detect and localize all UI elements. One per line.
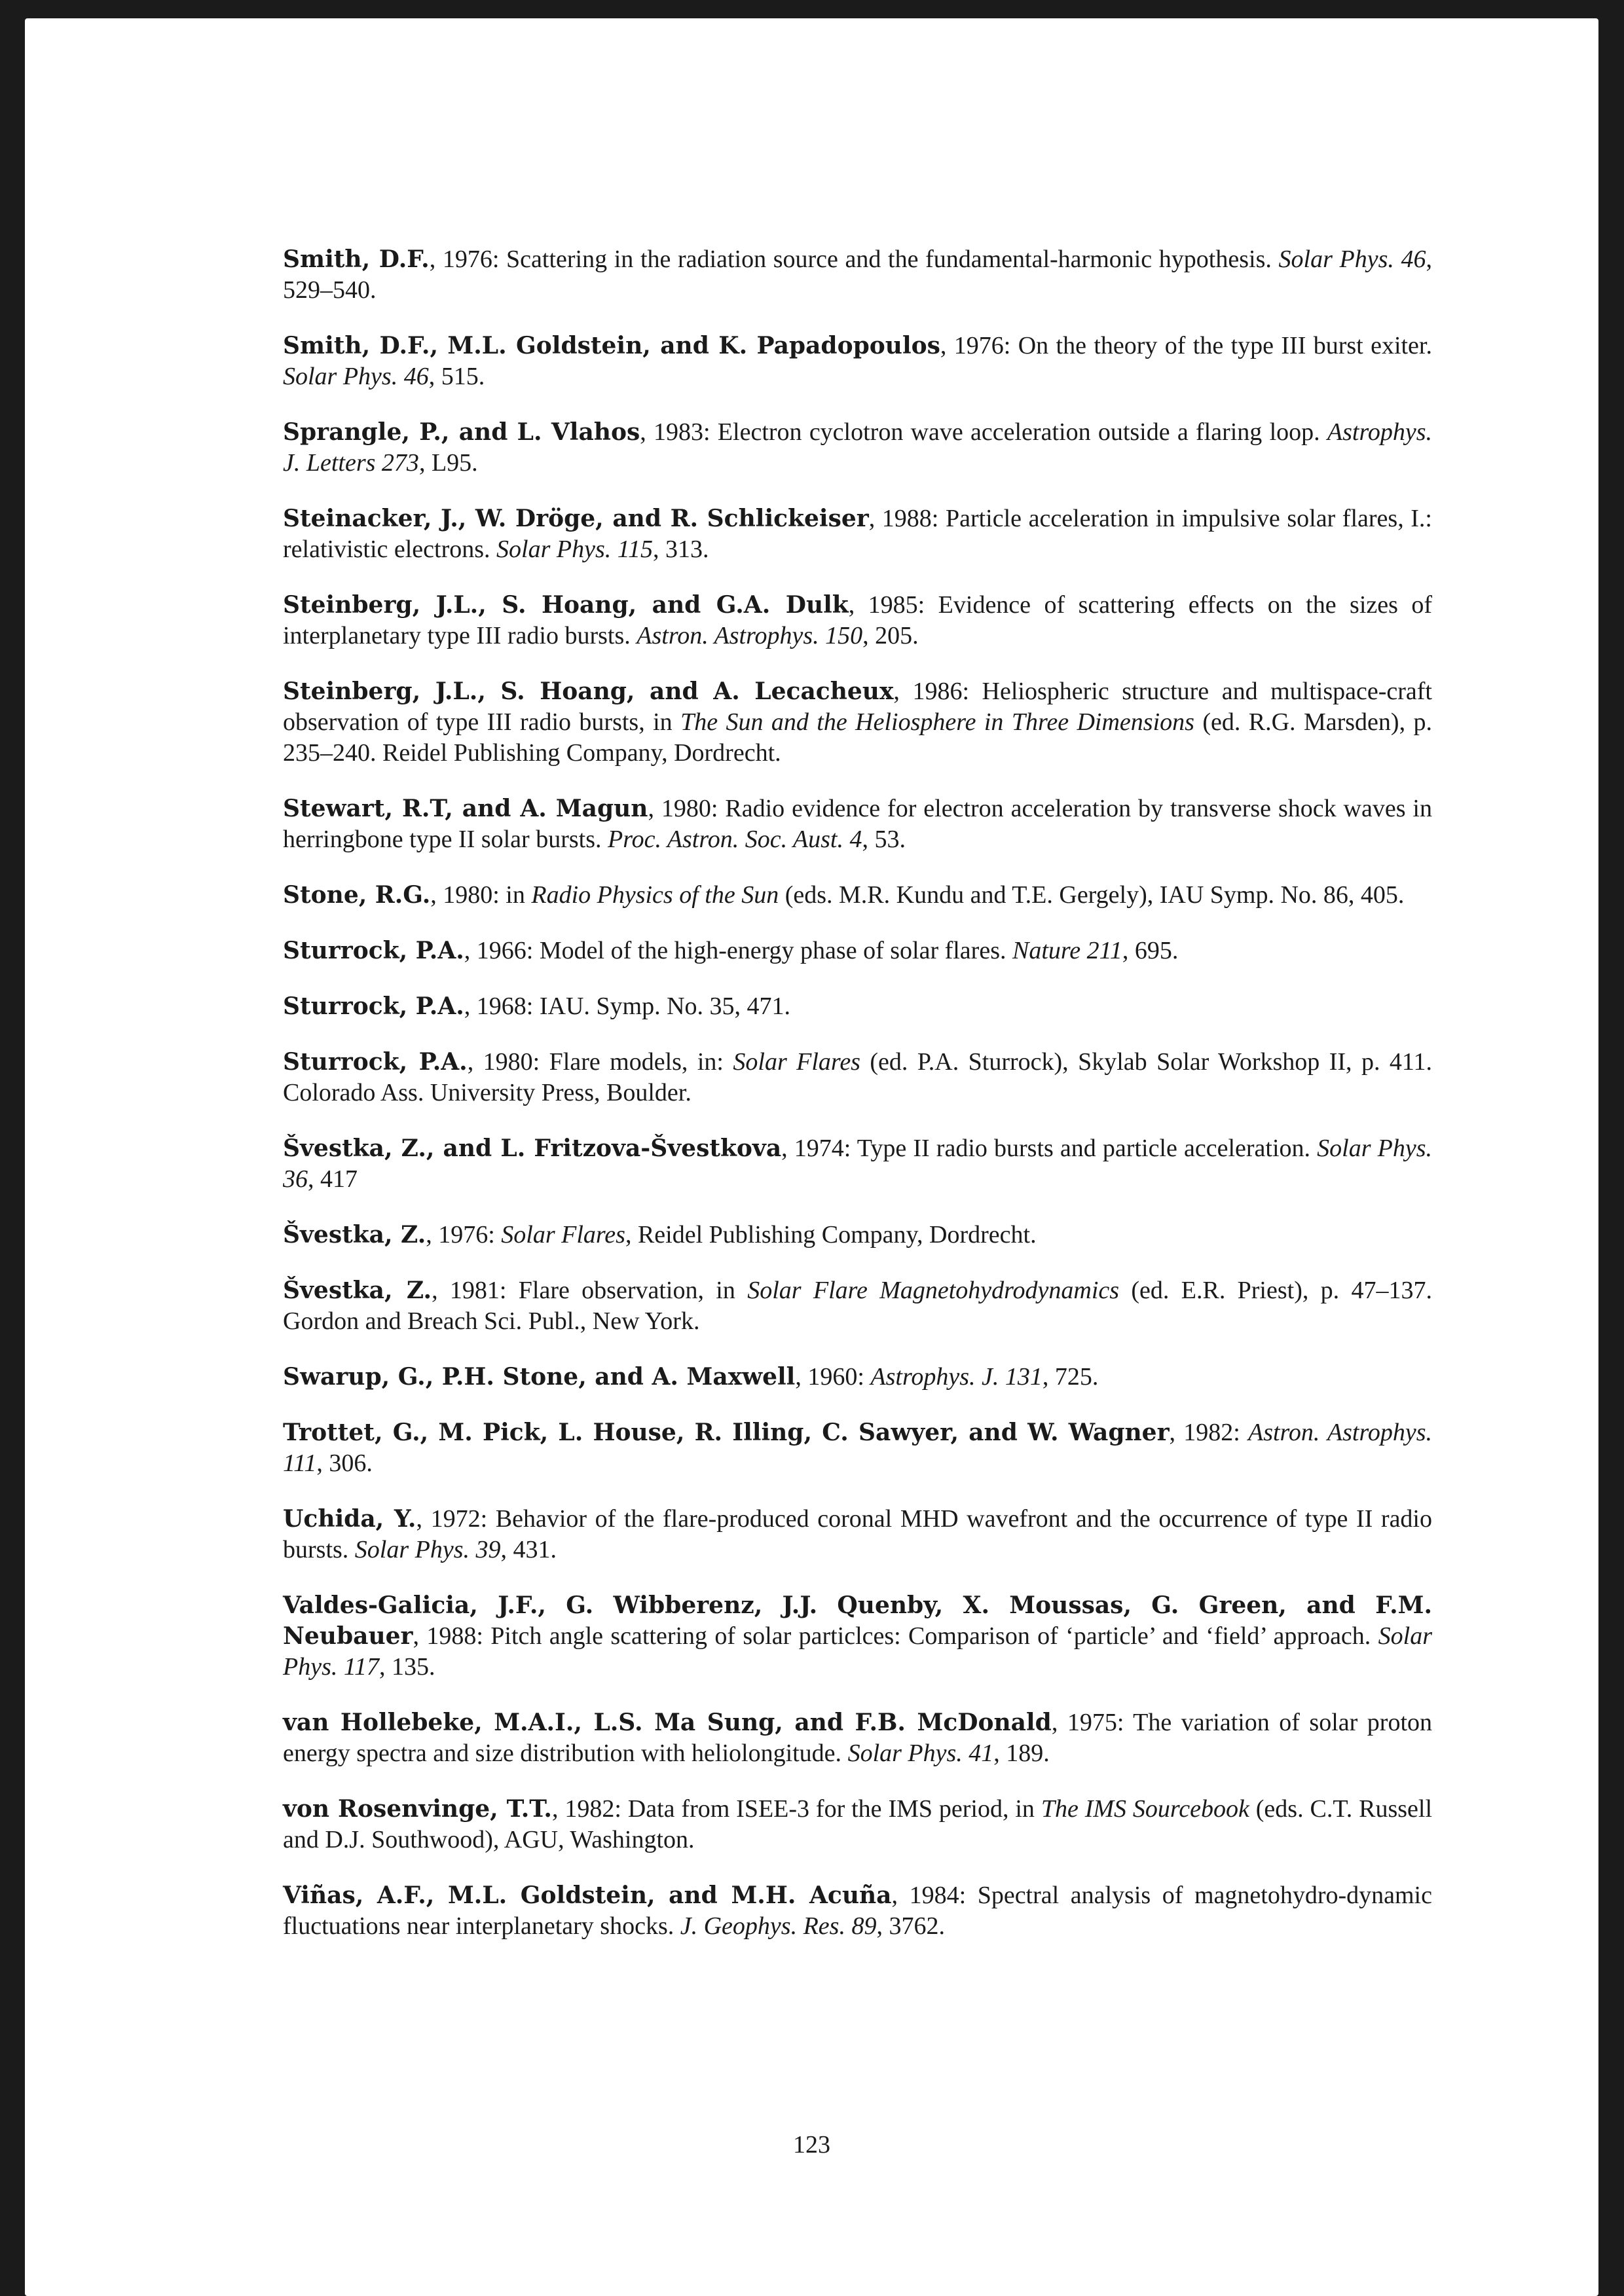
reference-text: , 1982: Data from ISEE-3 for the IMS period, in [551,1795,1041,1823]
reference-journal: Astron. Astrophys. 111 [283,1419,1433,1477]
reference-details: (ed. E.R. Priest), p. 47–137. Gordon and Breach Sci. Publ., New York. [283,1277,1433,1335]
reference-authors: Steinberg, J.L., S. Hoang, and G.A. Dulk [283,591,849,619]
reference-text: , 1985: Evidence of scattering effects on the sizes of interplanetary type III radio bursts. [283,591,1432,649]
reference-authors: Steinberg, J.L., S. Hoang, and A. Lecacheux [283,678,894,705]
reference-authors: Švestka, Z. [283,1277,432,1304]
reference-details: , 53. [862,826,906,853]
reference-entry [283,417,1432,479]
reference-entry [283,1220,1432,1250]
reference-journal: Solar Phys. 39 [354,1536,501,1563]
reference-text: , 1983: Electron cyclotron wave acceleration outside a flaring loop. [640,418,1327,446]
reference-entry [283,1047,1432,1108]
reference-entry [283,1880,1432,1942]
reference-journal: Proc. Astron. Soc. Aust. 4 [608,826,862,853]
reference-authors: Sturrock, P.A. [283,937,464,964]
reference-details: , 306. [316,1449,373,1477]
reference-authors: Sturrock, P.A. [283,1048,468,1076]
reference-text: , 1988: Particle acceleration in impulsive solar flares, I.: relativistic electrons. [283,505,1432,563]
reference-authors: Viñas, A.F., M.L. Goldstein, and M.H. Acuña [283,1882,892,1909]
reference-entry [283,676,1432,769]
reference-text: , 1975: The variation of solar proton energy spectra and size distribution with heliolongitude. [283,1709,1432,1767]
reference-authors: Sprangle, P., and L. Vlahos [283,418,640,446]
reference-entry [283,503,1432,565]
reference-authors: Steinacker, J., W. Dröge, and R. Schlickeiser [283,505,869,532]
reference-details: (eds. M.R. Kundu and T.E. Gergely), IAU Symp. No. 86, 405. [779,881,1405,909]
reference-details: , 529–540. [283,246,1433,304]
reference-entry [283,1362,1432,1393]
reference-details: , 515. [428,363,485,390]
reference-book-title: The IMS Sourcebook [1041,1795,1249,1823]
reference-journal: Solar Phys. 46 [1278,246,1426,273]
reference-journal: J. Geophys. Res. 89 [680,1912,877,1940]
reference-text: , 1982: [1169,1419,1248,1446]
reference-text: , 1976: [426,1221,502,1248]
reference-entry [283,1504,1432,1565]
reference-journal: Solar Phys. 46 [283,363,429,390]
reference-details: , Reidel Publishing Company, Dordrecht. [625,1221,1037,1248]
reference-journal: Astron. Astrophys. 150 [637,622,863,649]
reference-entry [283,991,1432,1022]
reference-entry [283,331,1432,392]
document-page [25,18,1598,2296]
reference-details: , 205. [862,622,919,649]
reference-entry [283,1707,1432,1769]
reference-entry [283,936,1432,966]
reference-details: , 431. [500,1536,557,1563]
reference-authors: Smith, D.F. [283,246,430,273]
reference-details: , 135. [379,1653,435,1681]
reference-details: , 725. [1042,1363,1099,1391]
reference-details: , 313. [652,536,709,563]
reference-text: , 1981: Flare observation, in [432,1277,748,1304]
reference-details: , 3762. [876,1912,945,1940]
reference-entry [283,1275,1432,1337]
reference-entry [283,1417,1432,1479]
reference-authors: Uchida, Y. [283,1505,416,1533]
reference-text: , 1976: Scattering in the radiation source and the fundamental-harmonic hypothesis. [429,246,1279,273]
reference-book-title: The Sun and the Heliosphere in Three Dimensions [680,708,1194,736]
reference-journal: Solar Phys. 41 [847,1740,994,1767]
reference-entry [283,880,1432,911]
reference-authors: Švestka, Z., and L. Fritzova-Švestkova [283,1135,782,1162]
reference-text: , 1968: IAU. Symp. No. 35, 471. [464,993,791,1020]
reference-authors: Smith, D.F., M.L. Goldstein, and K. Papadopoulos [283,332,940,359]
reference-entry [283,1794,1432,1855]
reference-text: , 1988: Pitch angle scattering of solar particlces: Comparison of ‘particle’ and ‘field’ approach. [413,1622,1378,1650]
page-number: 123 [793,2131,830,2159]
reference-authors: Švestka, Z. [283,1221,426,1248]
reference-details: , 189. [993,1740,1050,1767]
reference-authors: Trottet, G., M. Pick, L. House, R. Illing, C. Sawyer, and W. Wagner [283,1419,1170,1446]
reference-details: (ed. P.A. Sturrock), Skylab Solar Workshop II, p. 411. Colorado Ass. University Press, Boulder. [283,1048,1432,1106]
reference-text: , 1980: in [430,881,532,909]
reference-book-title: Solar Flares [501,1221,625,1248]
reference-text: , 1976: On the theory of the type III burst exiter. [940,332,1432,359]
reference-entry [283,1590,1432,1683]
reference-list [283,244,1432,1967]
reference-text: , 1986: Heliospheric structure and multispace-craft observation of type III radio bursts, in [283,678,1432,736]
reference-details: (eds. C.T. Russell and D.J. Southwood), AGU, Washington. [283,1795,1433,1853]
reference-authors: Stone, R.G. [283,881,431,909]
reference-journal: Solar Phys. 115 [496,536,653,563]
reference-authors: Sturrock, P.A. [283,993,464,1020]
reference-book-title: Solar Flare Magnetohydrodynamics [747,1277,1120,1304]
reference-text: , 1980: Flare models, in: [467,1048,733,1076]
reference-text: , 1960: [795,1363,871,1391]
reference-text: , 1972: Behavior of the flare-produced coronal MHD wavefront and the occurrence of type II radio bursts. [283,1505,1432,1563]
reference-authors: von Rosenvinge, T.T. [283,1795,552,1823]
reference-entry [283,244,1432,306]
reference-details: (ed. R.G. Marsden), p. 235–240. Reidel Publishing Company, Dordrecht. [283,708,1432,767]
reference-entry [283,590,1432,651]
reference-text: , 1966: Model of the high-energy phase of solar flares. [464,937,1012,964]
reference-text: , 1974: Type II radio bursts and particle acceleration. [781,1135,1318,1162]
reference-text: , 1984: Spectral analysis of magnetohydro-dynamic fluctuations near interplanetary shocks. [283,1882,1432,1940]
reference-authors: Swarup, G., P.H. Stone, and A. Maxwell [283,1363,796,1391]
reference-authors: van Hollebeke, M.A.I., L.S. Ma Sung, and F.B. McDonald [283,1709,1052,1736]
reference-authors: Stewart, R.T, and A. Magun [283,795,648,822]
reference-journal: Astrophys. J. 131 [870,1363,1043,1391]
reference-authors: Valdes-Galicia, J.F., G. Wibberenz, J.J. Quenby, X. Moussas, G. Green, and F.M. Neubauer [283,1592,1432,1650]
reference-details: , 695. [1122,937,1179,964]
reference-book-title: Radio Physics of the Sun [531,881,779,909]
reference-book-title: Solar Flares [733,1048,860,1076]
reference-journal: Nature 211 [1012,937,1122,964]
reference-details: , 417 [308,1165,358,1193]
reference-text: , 1980: Radio evidence for electron acceleration by transverse shock waves in herringbone type II solar bursts. [283,795,1432,853]
reference-journal: Astrophys. J. Letters 273 [283,418,1432,477]
reference-entry [283,793,1432,855]
reference-journal: Solar Phys. 36 [283,1135,1433,1193]
reference-journal: Solar Phys. 117 [283,1622,1432,1681]
reference-entry [283,1133,1432,1195]
reference-details: , L95. [418,449,478,477]
